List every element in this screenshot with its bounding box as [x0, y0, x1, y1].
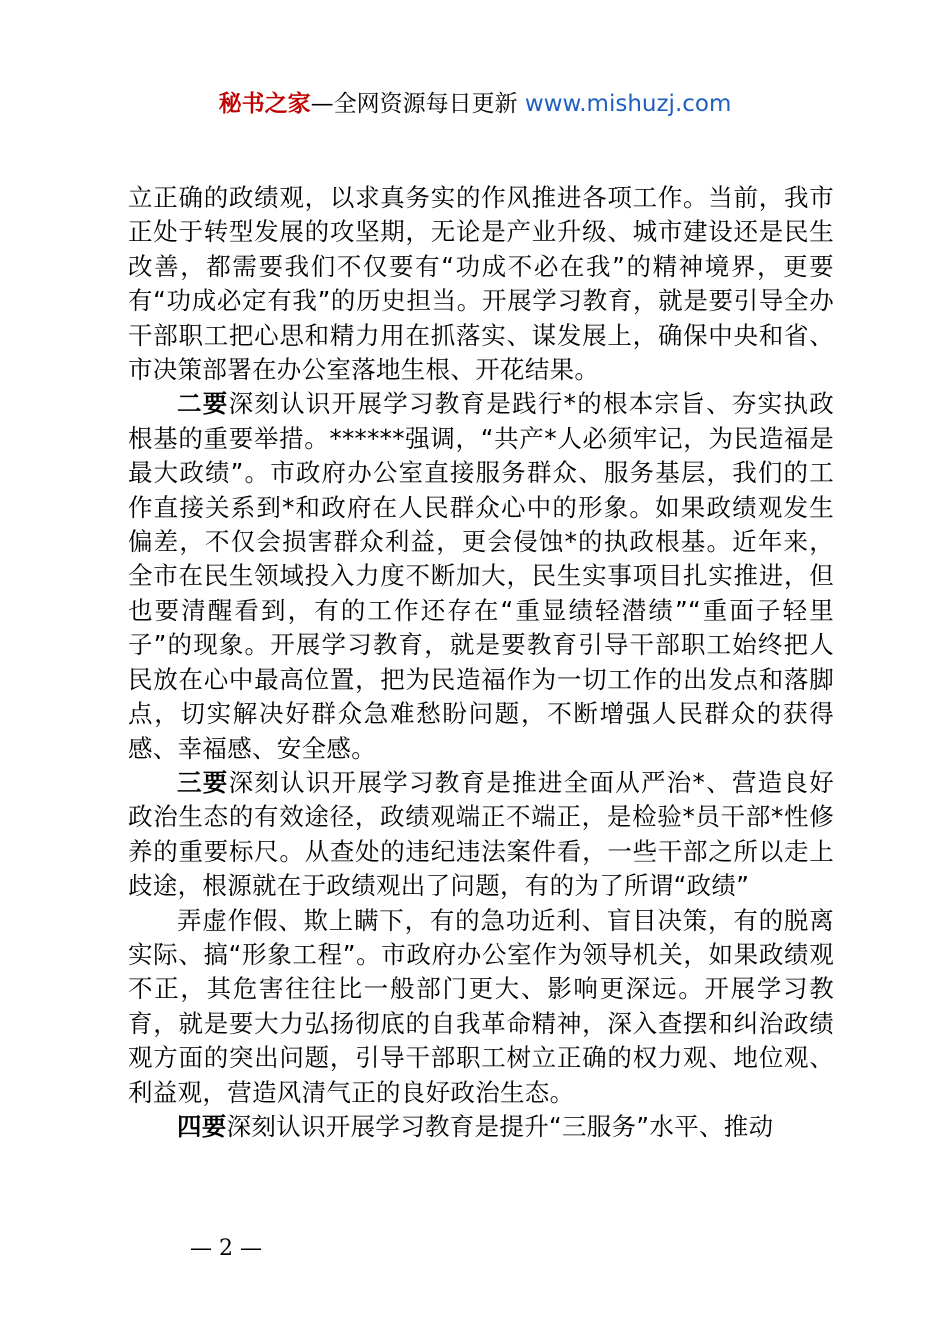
site-header	[0, 88, 950, 120]
page-number: — 2 —	[190, 1236, 262, 1261]
paragraph-5-text: 深刻认识开展学习教育是提升“三服务”水平、推动	[226, 1111, 774, 1141]
paragraph-3	[128, 766, 834, 904]
paragraph-2-text: 深刻认识开展学习教育是践行*的根本宗旨、夯实执政根基的重要举措。******强调，“共产*人必须牢记，为民造福是最大政绩”。市政府办公室直接服务群众、服务基层，我们的工作直接关系到*和政府在人民群众心中的形象。如果政绩观发生偏差，不仅会损害群众利益，更会侵蚀*的执政根基。近年来，全市在民生领域投入力度不断加大，民生实事项目扎实推进，但也要清醒看到，有的工作还存在“重显绩轻潜绩”“重面子轻里子”的现象。开展学习教育，就是要教育引导干部职工始终把人民放在心中最高位置，把为民造福作为一切工作的出发点和落脚点，切实解决好群众急难愁盼问题，不断增强人民群众的获得感、幸福感、安全感。	[128, 389, 834, 763]
paragraph-5-lead: 四要	[177, 1111, 227, 1141]
paragraph-2-lead: 二要	[177, 389, 229, 419]
document-body	[128, 181, 834, 1144]
paragraph-3-text: 深刻认识开展学习教育是推进全面从严治*、营造良好政治生态的有效途径，政绩观端正不端正，是检验*员干部*性修养的重要标尺。从查处的违纪违法案件看，一些干部之所以走上歧途，根源就在于政绩观出了问题，有的为了所谓“政绩”	[128, 767, 834, 901]
paragraph-1: 立正确的政绩观，以求真务实的作风推进各项工作。当前，我市正处于转型发展的攻坚期，无论是产业升级、城市建设还是民生改善，都需要我们不仅要有“功成不必在我”的精神境界，更要有“功成必定有我”的历史担当。开展学习教育，就是要引导全办干部职工把心思和精力用在抓落实、谋发展上，确保中央和省、市决策部署在办公室落地生根、开花结果。	[128, 183, 834, 385]
paragraph-5	[128, 1110, 834, 1144]
site-url-link[interactable]: www.mishuzj.com	[524, 91, 732, 117]
paragraph-3-lead: 三要	[177, 767, 229, 797]
paragraph-2	[128, 387, 834, 765]
header-slogan: —全网资源每日更新	[310, 91, 525, 117]
brand-name: 秘书之家	[218, 91, 311, 117]
paragraph-4: 弄虚作假、欺上瞒下，有的急功近利、盲目决策，有的脱离实际、搞“形象工程”。市政府办公室作为领导机关，如果政绩观不正，其危害往往比一般部门更大、影响更深远。开展学习教育，就是要大力弘扬彻底的自我革命精神，深入查摆和纠治政绩观方面的突出问题，引导干部职工树立正确的权力观、地位观、利益观，营造风清气正的良好政治生态。	[128, 905, 834, 1107]
